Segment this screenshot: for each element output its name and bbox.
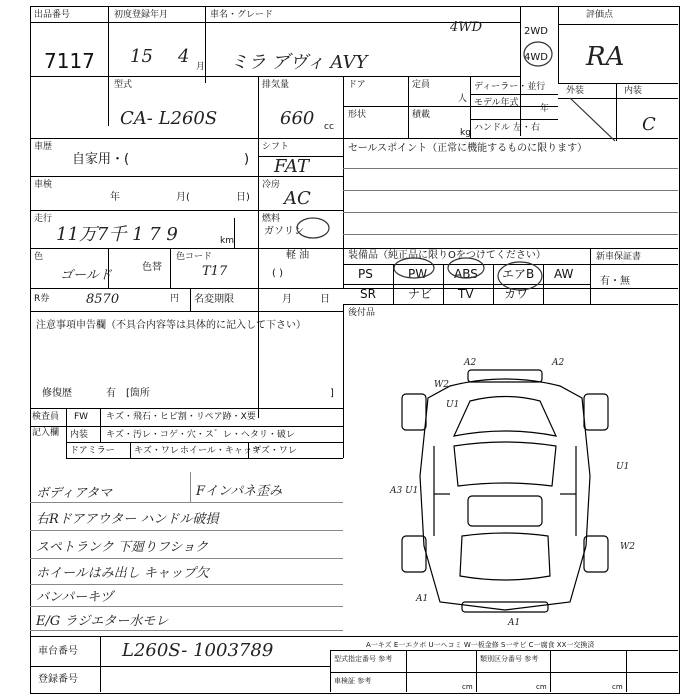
color-label: 色: [34, 252, 44, 262]
repair-close: ]: [330, 388, 334, 399]
color-code-label: 色コード: [176, 252, 213, 262]
mark-a3: A3 U1: [390, 486, 419, 496]
warranty-value: 有・無: [600, 276, 630, 287]
remark-2: Fインパネ歪み: [196, 484, 283, 499]
four-wd-label: 4WD: [524, 52, 548, 63]
inspection-day: 日): [236, 192, 250, 203]
load-label: 積載: [412, 110, 431, 120]
overall-score: RA: [586, 42, 625, 72]
two-wd-label: 2WD: [524, 26, 548, 37]
type-label: 型式: [114, 80, 133, 90]
cm-1: cm: [462, 683, 473, 691]
type-code: CA- L260S: [120, 108, 218, 129]
option-abs: ABS: [454, 267, 478, 281]
capacity-unit: 人: [458, 94, 468, 104]
legend: A一キズ E一エクボ U一ヘコミ W一板金修 S一サビ C一腐食 XX一交換済: [366, 641, 595, 649]
cert-label-2: 類別区分番号 参考: [480, 655, 539, 663]
remark-1: ボディアタマ: [36, 486, 113, 501]
ac-label: 冷房: [262, 180, 281, 190]
capacity-label: 定員: [412, 80, 431, 90]
option-airbag: エアB: [502, 267, 535, 281]
month-unit: 月: [196, 62, 206, 72]
fuel-gasoline: ガソリン: [264, 226, 304, 237]
drive-note: 4WD: [450, 20, 483, 35]
score-label: 評価点: [586, 10, 614, 20]
color-code: T17: [202, 264, 228, 279]
yen-unit: 円: [170, 294, 180, 304]
mark-u1-right: U1: [616, 462, 630, 472]
cm-3: cm: [612, 683, 623, 691]
interior-label: 内装: [624, 86, 643, 96]
inspector-label: 検査員: [32, 412, 60, 422]
history-label: 車歴: [34, 142, 53, 152]
chassis-number: L260S- 1003789: [122, 640, 274, 661]
shift-value: FAT: [274, 156, 309, 177]
fuel-paren: ( ): [272, 268, 283, 279]
interior-row-label: 内装: [70, 430, 89, 440]
chassis-label: 車台番号: [38, 646, 78, 657]
wheel-cap-damage: キズ・ワレ: [252, 446, 297, 456]
remark-6: バンパーキヅ: [36, 590, 114, 605]
mark-a2-left: A2: [464, 358, 477, 368]
auction-sheet: [30, 6, 680, 694]
mark-a1-bottom: A1: [508, 618, 521, 628]
equipment-label: 装備品（純正品に限りOをつけてください）: [348, 250, 546, 261]
remark-5: ホイールはみ出し キャップ欠: [36, 566, 209, 581]
model-year-label: モデル年式: [474, 98, 519, 108]
lot-number-label: 出品番号: [34, 10, 71, 20]
inspection-label: 車検: [34, 180, 53, 190]
mark-a2-right: A2: [552, 358, 565, 368]
aftermarket-label: 後付品: [348, 308, 376, 318]
new-warranty-label: 新車保証書: [596, 252, 642, 262]
interior-score: C: [642, 114, 656, 135]
mileage-unit: km: [220, 236, 234, 246]
door-mirror-label: ドアミラー: [70, 446, 115, 456]
year-unit: 年: [540, 104, 550, 114]
option-tv: TV: [458, 287, 474, 301]
fw-label: FW: [74, 412, 89, 422]
displacement-label: 排気量: [262, 80, 290, 90]
mileage-value: 11万7千 1 7 9: [56, 224, 178, 245]
history-close: ): [244, 152, 250, 167]
sales-point-label: セールスポイント（正常に機能するものに限ります）: [348, 143, 588, 154]
shape-label: 形状: [348, 110, 367, 120]
entry-column-label: 記入欄: [32, 428, 60, 438]
repair-location: [箇所: [126, 388, 150, 399]
interior-color-label: 色替: [142, 262, 162, 273]
option-aw: AW: [554, 267, 574, 281]
cm-2: cm: [536, 683, 547, 691]
remark-4: スペトランク 下廻りフショク: [36, 540, 209, 555]
name-change-month: 月: [282, 294, 292, 305]
mark-a1-left: A1: [416, 594, 429, 604]
reg-month: 4: [178, 46, 190, 67]
car-damage-diagram: [30, 6, 680, 696]
dealer-label: ディーラー・並行: [474, 82, 546, 92]
wheel-cap-label: ホイール・キャップ: [180, 446, 261, 456]
mileage-label: 走行: [34, 214, 53, 224]
mark-w2-right: W2: [620, 542, 635, 552]
mark-u1-top: U1: [446, 400, 460, 410]
handle-label: ハンドル 左・右: [474, 123, 540, 133]
repair-history-label: 修復歴: [42, 388, 72, 399]
registration-no-label: 登録番号: [38, 674, 78, 685]
repair-yes: 有: [106, 388, 116, 399]
inspection-month: 月(: [176, 192, 190, 203]
fw-items: キズ・飛石・ヒビ割・リペア跡・X要: [106, 412, 256, 422]
recycle-label: R券: [34, 294, 50, 304]
notes-label: 注意事項申告欄（不具合内容等は具体的に記入して下さい）: [36, 320, 306, 331]
displacement: 660: [280, 108, 315, 129]
option-cassette: カワ: [504, 287, 529, 301]
remark-3: 右Rドアアウター ハンドル破損: [36, 512, 219, 527]
interior-items: キズ・汚レ・コゲ・穴・ス゛レ・ヘタリ・破レ: [106, 430, 295, 440]
ac-value: AC: [284, 188, 311, 209]
load-unit: kg: [460, 128, 471, 138]
color-value: ゴールド: [60, 268, 112, 283]
option-navi: ナビ: [408, 287, 433, 301]
lot-number: 7117: [44, 49, 95, 73]
exterior-label: 外装: [566, 86, 585, 96]
fuel-diesel: 軽 油: [286, 250, 310, 261]
door-label: ドア: [348, 80, 366, 90]
model-grade: ミラ ア゙ヴィ AVY: [230, 52, 368, 73]
displacement-unit: cc: [324, 122, 334, 132]
fuel-label: 燃料: [262, 214, 281, 224]
option-pw: PW: [408, 267, 428, 281]
shift-label: シフト: [262, 142, 290, 152]
mark-w2: W2: [434, 380, 449, 390]
remark-7: E/G ラジエター水モレ: [36, 614, 169, 629]
inspection-year: 年: [110, 192, 120, 203]
option-ps: PS: [358, 267, 373, 281]
history-value: 自家用・(: [72, 152, 130, 167]
reg-year: 15: [130, 46, 153, 67]
first-registration-label: 初度登録年月: [114, 10, 169, 20]
cert-label: 型式指定番号 参考: [334, 655, 393, 663]
length-label: 車検証 参考: [334, 677, 372, 685]
recycle-value: 8570: [86, 292, 120, 307]
model-grade-label: 車名・グレード: [210, 10, 274, 20]
door-mirror-damage: キズ・ワレ: [134, 446, 179, 456]
name-change-label: 名変期限: [194, 294, 234, 305]
option-sr: SR: [360, 287, 376, 301]
name-change-day: 日: [320, 294, 330, 305]
